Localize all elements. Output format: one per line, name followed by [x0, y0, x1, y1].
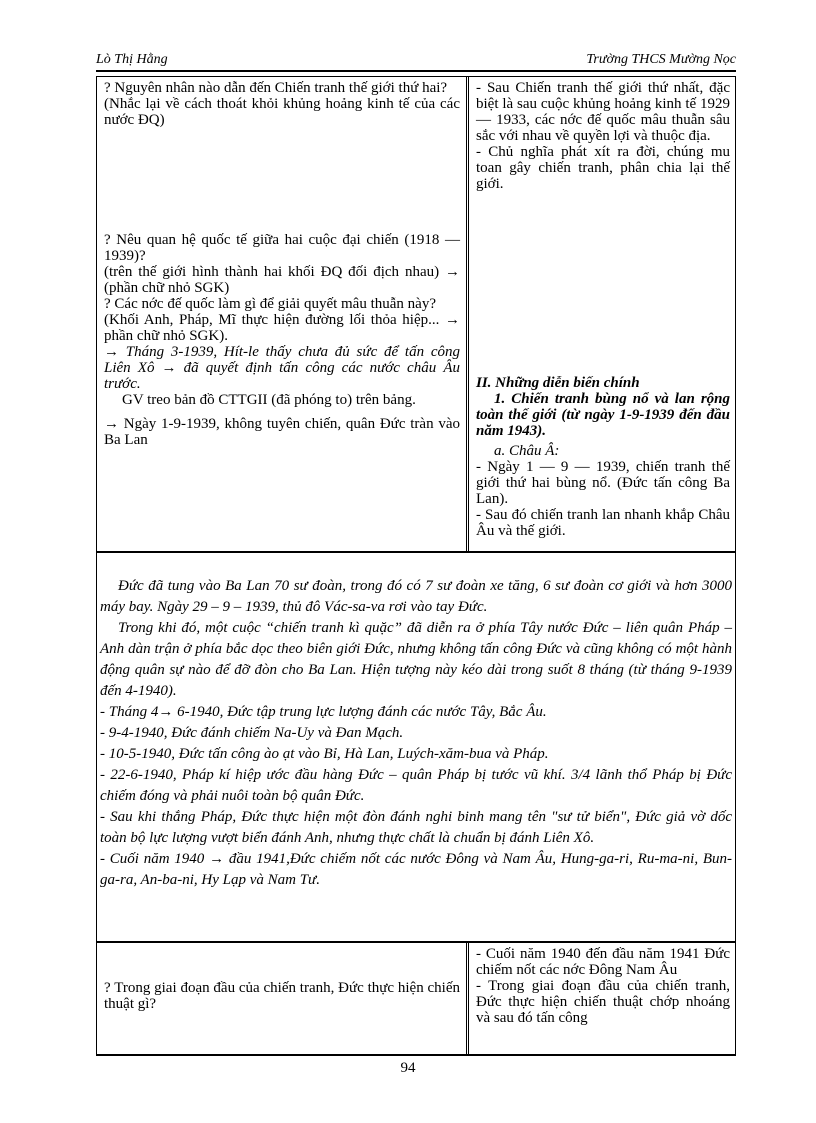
narrative-item-1: - Tháng 4→ 6-1940, Đức tập trung lực lượng đánh các nước Tây, Bắc Âu. — [100, 704, 547, 720]
row1-right-cell-2 — [476, 375, 730, 539]
narrative-item-4: - 22-6-1940, Pháp kí hiệp ước đầu hàng Đức – quân Pháp bị tước vũ khí. 3/4 lãnh thổ Pháp bị Đức chiếm đóng và phải nuôi toàn bộ quân Đức. — [100, 767, 732, 804]
question-relations: ? Nêu quan hệ quốc tế giữa hai cuộc đại chiến (1918 — 1939)? — [104, 232, 460, 264]
answer-spread: - Sau đó chiến tranh lan nhanh khắp Châu Âu và thế giới. — [476, 507, 730, 539]
row1-left-cell-2 — [104, 232, 460, 448]
hint-relations: (trên thế giới hình thành hai khối ĐQ đối địch nhau) → (phần chữ nhỏ SGK) — [104, 264, 460, 296]
row1-right-cell — [476, 80, 730, 192]
narrative-item-3: - 10-5-1940, Đức tấn công ào ạt vào Bỉ, Hà Lan, Luých-xăm-bua và Pháp. — [100, 746, 549, 762]
question-cause: ? Nguyên nhân nào dẫn đến Chiến tranh thế giới thứ hai? — [104, 80, 448, 96]
page-header — [96, 52, 736, 72]
subsection-heading: 1. Chiến tranh bùng nổ và lan rộng toàn thế giới (từ ngày 1-9-1939 đến đầu năm 1943). — [476, 391, 730, 439]
question-tactic: ? Trong giai đoạn đầu của chiến tranh, Đức thực hiện chiến thuật gì? — [104, 980, 460, 1012]
answer-cause-2: - Chủ nghĩa phát xít ra đời, chúng mu toan gây chiến tranh, phân chia lại thế giới. — [476, 144, 730, 192]
answer-outbreak: - Ngày 1 — 9 — 1939, chiến tranh thế giới thứ hai bùng nổ. (Đức tấn công Ba Lan). — [476, 459, 730, 507]
header-school: Trường THCS Mường Nọc — [586, 52, 736, 67]
header-author: Lò Thị Hằng — [96, 52, 168, 67]
header-rule — [96, 70, 736, 72]
row2-right-cell — [476, 946, 730, 1050]
footer-rule — [96, 1054, 736, 1056]
narrative-item-2: - 9-4-1940, Đức đánh chiếm Na-Uy và Đan Mạch. — [100, 725, 404, 741]
region-heading: a. Châu Â: — [494, 443, 560, 459]
narrative-para-2: Trong khi đó, một cuộc “chiến tranh kì quặc” đã diễn ra ở phía Tây nước Đức – liên quân Pháp – Anh dàn trận ở phía bắc dọc theo biên giới Đức, nhưng không tấn công Đức và cũng không có một hành động quân sự nào để đỡ đòn cho Ba Lan. Hiện tượng này kéo dài trong suốt 8 tháng (từ tháng 9-1939 đến 4-1940). — [100, 620, 732, 699]
narrative-text — [100, 576, 732, 891]
question-solution: ? Các nớc đế quốc làm gì để giải quyết mâu thuẫn này? — [104, 296, 436, 312]
hint-cause: (Nhắc lại về cách thoát khỏi khủng hoảng kinh tế của các nước ĐQ) — [104, 96, 460, 128]
narrative-item-5: - Sau khi thắng Pháp, Đức thực hiện một đòn đánh nghi binh mang tên "sư tử biển", Đức giả vờ dốc toàn bộ lực lượng vượt biển đánh Anh, nhưng thực chất là chuẩn bị đánh Liên Xô. — [100, 809, 732, 846]
answer-occupation: - Cuối năm 1940 đến đầu năm 1941 Đức chiếm nốt các nớc Đông Nam Âu — [476, 946, 730, 978]
column-divider-2 — [466, 942, 469, 1054]
note-march-1939: → Tháng 3-1939, Hít-le thấy chưa đủ sức để tấn công Liên Xô → đã quyết định tấn công các nước châu Âu trước. — [104, 344, 460, 392]
row1-left-cell — [104, 80, 460, 128]
row2-left-cell — [104, 980, 460, 1012]
teacher-map-note: GV treo bản đồ CTTGII (đã phóng to) trên bảng. — [122, 392, 416, 408]
answer-cause-1: - Sau Chiến tranh thế giới thứ nhất, đặc biệt là sau cuộc khủng hoảng kinh tế 1929 — 1933, các nớc đế quốc mâu thuẫn sâu sắc với nhau về quyền lợi và thuộc địa. — [476, 80, 730, 144]
narrative-para-1: Đức đã tung vào Ba Lan 70 sư đoàn, trong đó có 7 sư đoàn xe tăng, 6 sư đoàn cơ giới và hơn 3000 máy bay. Ngày 29 – 9 – 1939, thủ đô Vác-sa-va rơi vào tay Đức. — [100, 578, 732, 615]
answer-tactic: - Trong giai đoạn đầu của chiến tranh, Đức thực hiện chiến thuật chớp nhoáng và sau đó tấn công — [476, 978, 730, 1026]
column-divider-1 — [466, 76, 469, 552]
page-number: 94 — [400, 1060, 416, 1076]
section-heading: II. Những diễn biến chính — [476, 375, 640, 391]
hint-solution: (Khối Anh, Pháp, Mĩ thực hiện đường lối thỏa hiệp... → phần chữ nhỏ SGK). — [104, 312, 460, 344]
narrative-item-6: - Cuối năm 1940 → đầu 1941,Đức chiếm nốt các nước Đông và Nam Âu, Hung-ga-ri, Ru-ma-ni, Bun-ga-ra, An-ba-ni, Hy Lạp và Nam Tư. — [100, 851, 732, 888]
note-sept-1939: → Ngày 1-9-1939, không tuyên chiến, quân Đức tràn vào Ba Lan — [104, 416, 460, 448]
